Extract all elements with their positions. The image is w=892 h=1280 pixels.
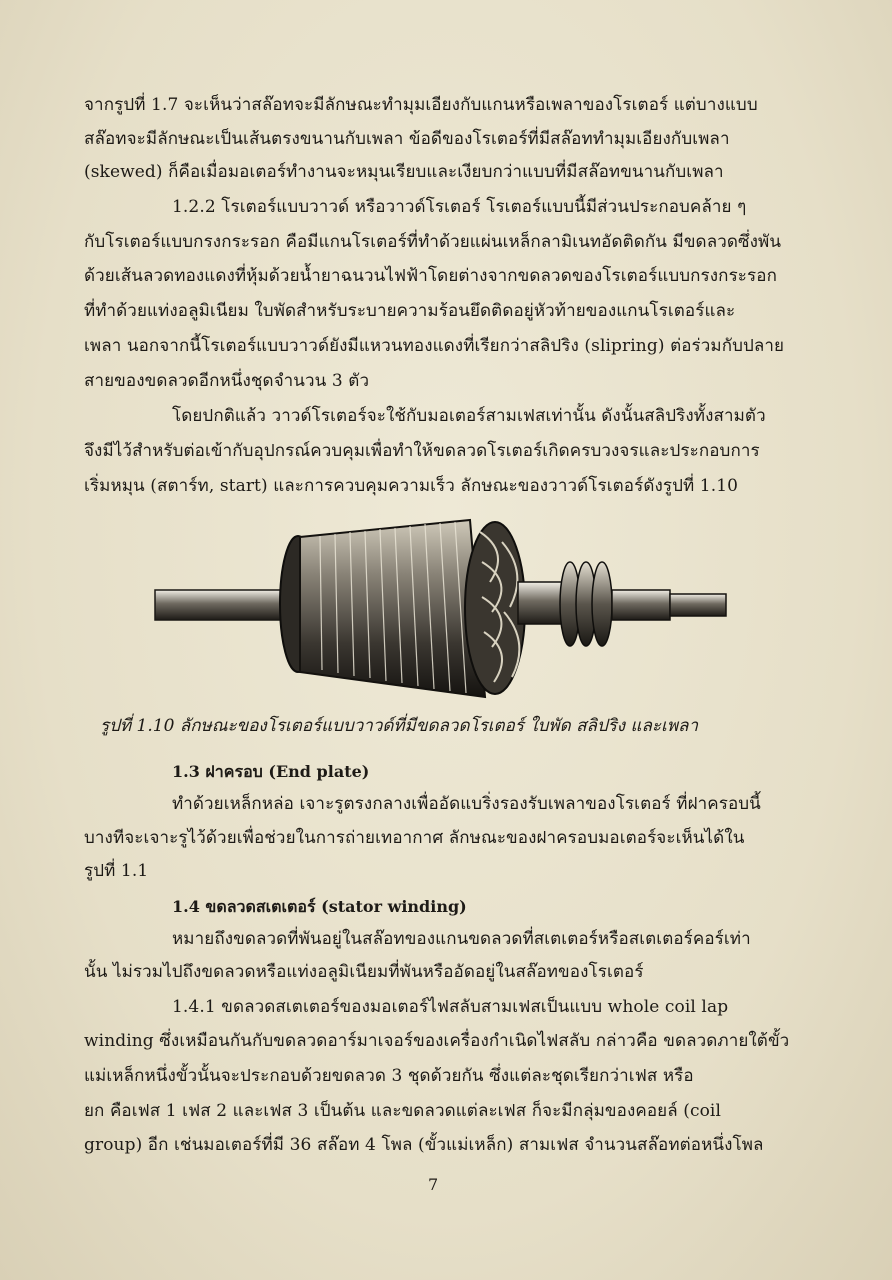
paragraph-3-line-3: เริ่มหมุน (สตาร์ท, start) และการควบคุมความเร็ว ลักษณะของวาวด์โรเตอร์ดังรูปที่ 1.10 (84, 476, 739, 496)
section-1-4-line-1: หมายถึงขดลวดที่พันอยู่ในสล๊อทของแกนขดลวดที่สเตเตอร์หรือสเตเตอร์คอร์เท่า (172, 929, 751, 949)
middle-shaft (518, 582, 563, 624)
paragraph-3-line-2: จึงมีไว้สำหรับต่อเข้ากับอุปกรณ์ควบคุมเพื่อทำให้ขดลวดโรเตอร์เกิดครบวงจรและประกอบการ (84, 441, 760, 461)
slip-rings (560, 562, 612, 646)
paragraph-2-line-4: ที่ทำด้วยแท่งอลูมิเนียม ใบพัดสำหรับระบายความร้อนยึดติดอยู่หัวท้ายของแกนโรเตอร์และ (84, 301, 736, 321)
section-1-4-1-line-2: winding ซึ่งเหมือนกันกับขดลวดอาร์มาเจอร์ของเครื่องกำเนิดไฟสลับ กล่าวคือ ขดลวดภายใต้ขั้ว (84, 1031, 790, 1051)
page-number: 7 (428, 1175, 439, 1194)
section-1-4-1-line-4: ยก คือเฟส 1 เฟส 2 และเฟส 3 เป็นต้น และขดลวดแต่ละเฟส ก็จะมีกลุ่มของคอยล์ (coil (84, 1101, 721, 1121)
paragraph-1-line-3: (skewed) ก็คือเมื่อมอเตอร์ทำงานจะหมุนเรียบและเงียบกว่าแบบที่มีสล๊อทขนานกับเพลา (84, 162, 724, 182)
section-1-4-1-line-3: แม่เหล็กหนึ่งขั้วนั้นจะประกอบด้วยขดลวด 3 ชุดด้วยกัน ซึ่งแต่ละชุดเรียกว่าเฟส หรือ (84, 1066, 694, 1086)
wound-rotor-figure (150, 512, 735, 702)
paragraph-2-line-5: เพลา นอกจากนี้โรเตอร์แบบวาวด์ยังมีแหวนทองแดงที่เรียกว่าสลิปริง (slipring) ต่อร่วมกับปลาย (84, 336, 785, 356)
section-1-3-line-1: ทำด้วยเหล็กหล่อ เจาะรูตรงกลางเพื่ออัดแบริ่งรองรับเพลาของโรเตอร์ ที่ฝาครอบนี้ (172, 794, 761, 814)
right-shaft-end (670, 594, 726, 616)
section-1-4-1-line-1: 1.4.1 ขดลวดสเตเตอร์ของมอเตอร์ไฟสลับสามเฟสเป็นแบบ whole coil lap (172, 997, 729, 1017)
paragraph-2-line-3: ด้วยเส้นลวดทองแดงที่หุ้มด้วยน้ำยาฉนวนไฟฟ้าโดยต่างจากขดลวดของโรเตอร์แบบกรงกระรอก (84, 266, 777, 286)
section-1-3-heading: 1.3 ฝาครอบ (End plate) (172, 762, 370, 781)
right-shaft (612, 590, 670, 620)
rotor-core (300, 520, 485, 697)
section-1-4-1-line-5: group) อีก เช่นมอเตอร์ที่มี 36 สล๊อท 4 โพล (ขั้วแม่เหล็ก) สามเฟส จำนวนสล๊อทต่อหนึ่งโพล (84, 1135, 764, 1155)
left-shaft (155, 590, 285, 620)
paragraph-2-line-2: กับโรเตอร์แบบกรงกระรอก คือมีแกนโรเตอร์ที่ทำด้วยแผ่นเหล็กลามิเนทอัดติดกัน มีขดลวดซึ่งพัน (84, 232, 782, 252)
paragraph-2-line-1: 1.2.2 โรเตอร์แบบวาวด์ หรือวาวด์โรเตอร์ โรเตอร์แบบนี้มีส่วนประกอบคล้าย ๆ (172, 197, 747, 217)
section-1-3-line-2: บางทีจะเจาะรูไว้ด้วยเพื่อช่วยในการถ่ายเทอากาศ ลักษณะของฝาครอบมอเตอร์จะเห็นได้ใน (84, 828, 745, 848)
section-1-4-line-2: นั้น ไม่รวมไปถึงขดลวดหรือแท่งอลูมิเนียมที่พันหรืออัดอยู่ในสล๊อทของโรเตอร์ (84, 962, 644, 982)
paragraph-1-line-2: สล๊อทจะมีลักษณะเป็นเส้นตรงขนานกับเพลา ข้อดีของโรเตอร์ที่มีสล๊อททำมุมเอียงกับเพลา (84, 129, 730, 149)
section-1-3-line-3: รูปที่ 1.1 (84, 861, 149, 881)
paragraph-1-line-1: จากรูปที่ 1.7 จะเห็นว่าสล๊อทจะมีลักษณะทำมุมเอียงกับแกนหรือเพลาของโรเตอร์ แต่บางแบบ (84, 95, 758, 115)
section-1-4-heading: 1.4 ขดลวดสเตเตอร์ (stator winding) (172, 897, 467, 916)
paragraph-3-line-1: โดยปกติแล้ว วาวด์โรเตอร์จะใช้กับมอเตอร์สามเฟสเท่านั้น ดังนั้นสลิปริงทั้งสามตัว (172, 406, 766, 426)
paragraph-2-line-6: สายของขดลวดอีกหนึ่งชุดจำนวน 3 ตัว (84, 371, 370, 391)
figure-caption: รูปที่ 1.10 ลักษณะของโรเตอร์แบบวาวด์ที่มีขดลวดโรเตอร์ ใบพัด สลิปริง และเพลา (100, 716, 698, 736)
